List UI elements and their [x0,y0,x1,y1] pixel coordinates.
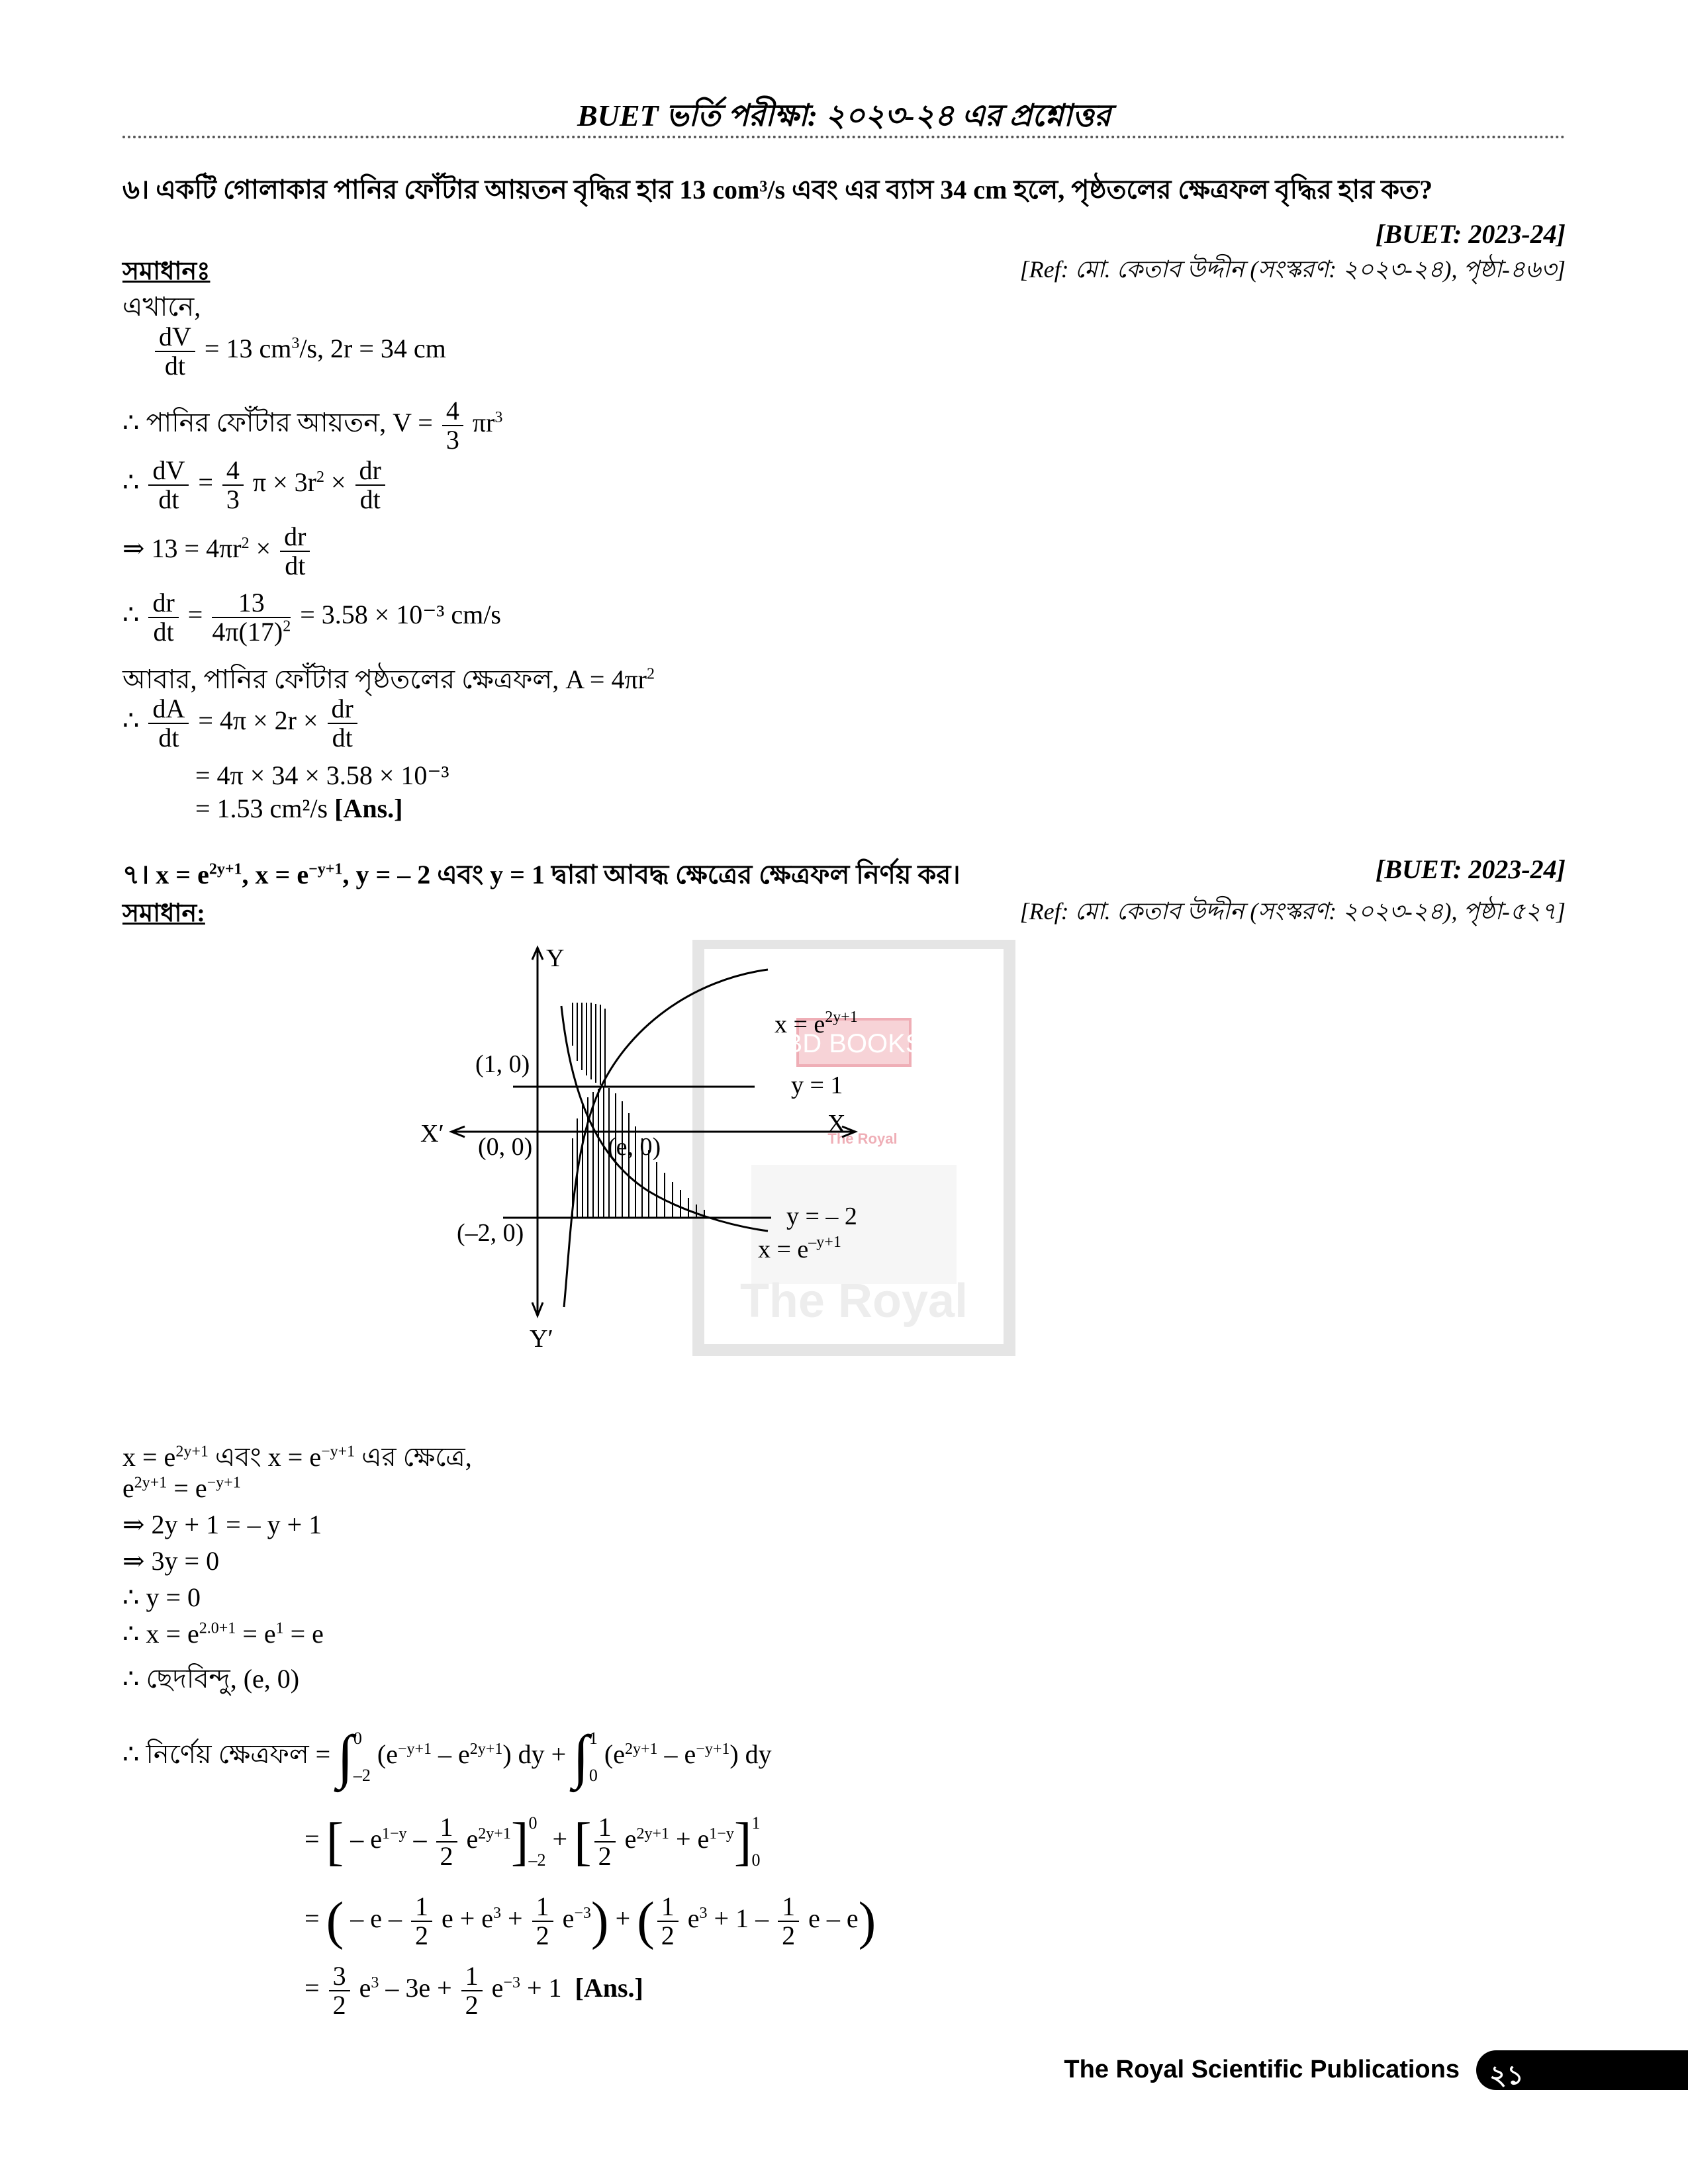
label-pt-bottom: (–2, 0) [457,1219,524,1247]
q7-final: = $\frac{3}{2}$ $e^3 - 3e$ + $\frac{1}{2}$ $e^{-3} + 1$ [Ans.] [305,1961,643,2020]
question-6: ৬। একটি গোলাকার পানির ফোঁটার আয়তন বৃদ্ধির হার 13 com³/s এবং এর ব্যাস 34 cm হলে, পৃষ্ঠতলের ক্ষেত্রফল বৃদ্ধির হার কত? [122,175,1433,205]
q6-volume-text: ∴ পানির ফোঁটার আয়তন, [122,408,387,438]
q6-rate-value: = 3.58 × 10⁻³ cm/s [300,600,501,630]
label-y-neg: Y′ [530,1325,553,1353]
q6-rate-radius: ∴ $\frac{dr}{dt}$ = $\frac{13}{4\pi(17)^2}$ = 3.58 × 10⁻³ cm/s [122,588,501,647]
label-curve2: $x = e^{-y+1}$ [758,1234,841,1263]
q7-reference: [Ref: মো. কেতাব উদ্দীন (সংস্করণ: ২০২৩-২৪), পৃষ্ঠা-৫২৭] [1019,898,1566,925]
q7-evaluated: = ( – e – $\frac{1}{2}$ $e + e^3$ + $\frac{1}{2}$ $e^{-3}$) + ( $\frac{1}{2}$ $e^3 + 1$ – $\frac{1}{2}$ e – e) [305,1891,876,1950]
q6-mid-line: = 4π × 34 × 3.58 × 10⁻³ [195,760,449,790]
q6-derivative: ∴ $\frac{dV}{dt}$ = $\frac{4}{3}$ $\pi \times 3r^2$ × $\frac{dr}{dt}$ [122,457,388,514]
q7-step2: ⇒ 3y = 0 [122,1546,220,1576]
header-divider [122,136,1566,138]
label-x: X [827,1110,846,1138]
curve-exp-2y [564,970,768,1307]
q7-equate: $e^{2y+1} = e^{-y+1}$ [122,1473,241,1503]
hatch-top [573,1003,605,1086]
q7-case-line: $x = e^{2y+1}$ এবং $x = e^{-y+1}$ এর ক্ষেত্রে, [122,1442,472,1472]
page-number: ২১ [1489,2060,1524,2090]
q7-area-label: ∴ নির্ণেয় ক্ষেত্রফল = [122,1739,331,1770]
label-curve1: $x = e^{2y+1}$ [774,1009,858,1038]
q6-area-derivative: ∴ $\frac{dA}{dt}$ = 4π × 2r × $\frac{dr}{dt}$ [122,695,360,752]
q6-solution-label: সমাধানঃ [122,257,211,285]
q6-exam-tag: [BUET: 2023-24] [1376,219,1566,249]
q7-antiderivative: = [ – $e^{1-y}$ – $\frac{1}{2}$ $e^{2y+1}$] 0 –2 + [ $\frac{1}{2}$ $e^{2y+1} + e^{1-y}$] 1 0 [305,1812,761,1871]
label-line-bottom: y = – 2 [786,1203,857,1230]
label-x-neg: X′ [420,1120,444,1148]
q7-exam-tag: [BUET: 2023-24] [1376,854,1566,884]
q7-step4: ∴ $x = e^{2.0+1} = e^1 = e$ [122,1619,324,1649]
q6-ans-mark: [Ans.] [334,794,403,823]
q6-here: এখানে, [122,292,201,322]
q6-answer-line [195,793,402,824]
q7-ans-mark: [Ans.] [575,1973,643,2003]
question-7: ৭। $x = e^{2y+1}$, $x = e^{-y+1}$, y = – 2 এবং y = 1 দ্বারা আবদ্ধ ক্ষেত্রের ক্ষেত্রফল নির্ণয় কর। [122,860,961,889]
label-pt-intersection: (e, 0) [608,1133,661,1161]
q7-graph [397,940,1026,1370]
watermark-small: The Royal [827,1130,898,1147]
q7-step1: ⇒ 2y + 1 = – y + 1 [122,1510,322,1539]
q6-area-text: আবার, পানির ফোঁটার পৃষ্ঠতলের ক্ষেত্রফল, [122,664,559,694]
q6-area-formula: আবার, পানির ফোঁটার পৃষ্ঠতলের ক্ষেত্রফল, $A = 4\pi r^2$ [122,664,655,694]
label-line-top: y = 1 [791,1071,843,1099]
label-y: Y [546,944,565,972]
q6-volume-formula: ∴ পানির ফোঁটার আয়তন, V = $\frac{4}{3}$ $\pi r^3$ [122,396,503,455]
page-header: BUET ভর্তি পরীক্ষা: ২০২৩-২৪ এর প্রশ্নোত্তর [577,99,1111,132]
q6-answer-value: = 1.53 cm²/s [195,794,328,823]
q7-integral: ∴ নির্ণেয় ক্ষেত্রফল = ∫ 0 –2 $(e^{-y+1} - e^{2y+1})$ dy + ∫ 1 0 $(e^{2y+1} - e^{-y+1})$ dy [122,1724,772,1790]
label-pt-origin: (0, 0) [478,1133,533,1161]
watermark [698,943,1009,1350]
watermark-brand: BD BOOKS [784,1029,923,1058]
q7-solution-label: সমাধান: [122,899,205,927]
footer-publisher: The Royal Scientific Publications [1064,2056,1460,2083]
q7-step3: ∴ y = 0 [122,1582,201,1612]
q6-reference: [Ref: মো. কেতাব উদ্দীন (সংস্করণ: ২০২৩-২৪), পৃষ্ঠা-৪৬৩] [1019,256,1566,283]
q6-substitute: ⇒ $13 = 4\pi r^2$ × $\frac{dr}{dt}$ [122,523,312,580]
q7-step5: ∴ ছেদবিন্দু, (e, 0) [122,1664,300,1694]
label-pt-top: (1, 0) [475,1050,530,1078]
q6-given: $\frac{dV}{dt}$ = 13 $cm^3/s$, 2r = 34 cm [152,323,446,380]
q7-case-text: এর ক্ষেত্রে, [361,1442,472,1472]
watermark-big: The Royal [739,1275,968,1328]
